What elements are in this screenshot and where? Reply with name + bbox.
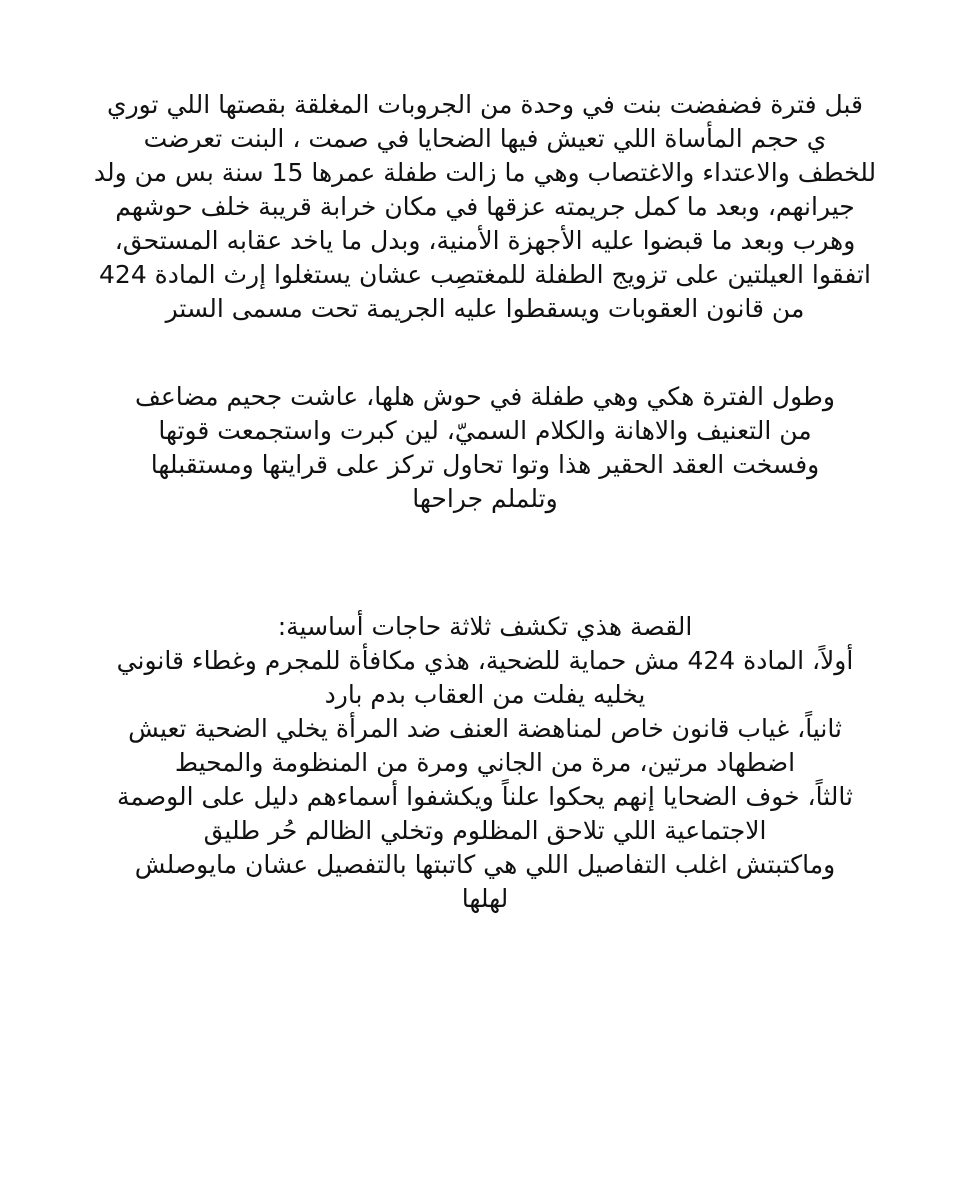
text-line: ثالثاً، خوف الضحايا إنهم يحكوا علناً ويكشفوا أسماءهم دليل على الوصمة [117,782,853,811]
text-line: الاجتماعية اللي تلاحق المظلوم وتخلي الظالم حُر طليق [203,816,767,845]
text-line: وهرب وبعد ما قبضوا عليه الأجهزة الأمنية، وبدل ما ياخد عقابه المستحق، [114,226,856,255]
text-line: لهلها [461,884,509,913]
text-line: ثانياً، غياب قانون خاص لمناهضة العنف ضد المرأة يخلي الضحية تعيش [128,714,842,743]
text-line: يخليه يفلت من العقاب بدم بارد [324,680,646,709]
text-line: قبل فترة فضفضت بنت في وحدة من الجروبات المغلقة بقصتها اللي توري [107,90,863,119]
conclusions-paragraph [60,610,910,916]
text-line: وطول الفترة هكي وهي طفلة في حوش هلها، عاشت جحيم مضاعف [135,382,835,411]
text-line: ي حجم المأساة اللي تعيش فيها الضحايا في صمت ، البنت تعرضت [143,124,827,153]
text-line: وتلملم جراحها [412,484,558,513]
aftermath-paragraph [60,380,910,516]
text-line: جيرانهم، وبعد ما كمل جريمته عزقها في مكان خرابة قريبة خلف حوشهم [115,192,855,221]
text-line: من قانون العقوبات ويسقطوا عليه الجريمة تحت مسمى الستر [165,294,805,323]
text-line: وماكتبتش اغلب التفاصيل اللي هي كاتبتها بالتفصيل عشان مايوصلش [134,850,836,879]
text-line: اتفقوا العيلتين على تزويج الطفلة للمغتصِب عشان يستغلوا إرث المادة 424 [99,260,871,289]
text-line: وفسخت العقد الحقير هذا وتوا تحاول تركز على قرايتها ومستقبلها [150,450,820,479]
text-line: من التعنيف والاهانة والكلام السميّ، لين كبرت واستجمعت قوتها [158,416,812,445]
text-line: للخطف والاعتداء والاغتصاب وهي ما زالت طفلة عمرها 15 سنة بس من ولد [93,158,877,187]
text-line: أولاً، المادة 424 مش حماية للضحية، هذي مكافأة للمجرم وغطاء قانوني [116,646,854,675]
post-text-body [60,88,910,916]
story-paragraph [60,88,910,326]
text-line: القصة هذي تكشف ثلاثة حاجات أساسية: [277,612,693,641]
text-line: اضطهاد مرتين، مرة من الجاني ومرة من المنظومة والمحيط [174,748,796,777]
